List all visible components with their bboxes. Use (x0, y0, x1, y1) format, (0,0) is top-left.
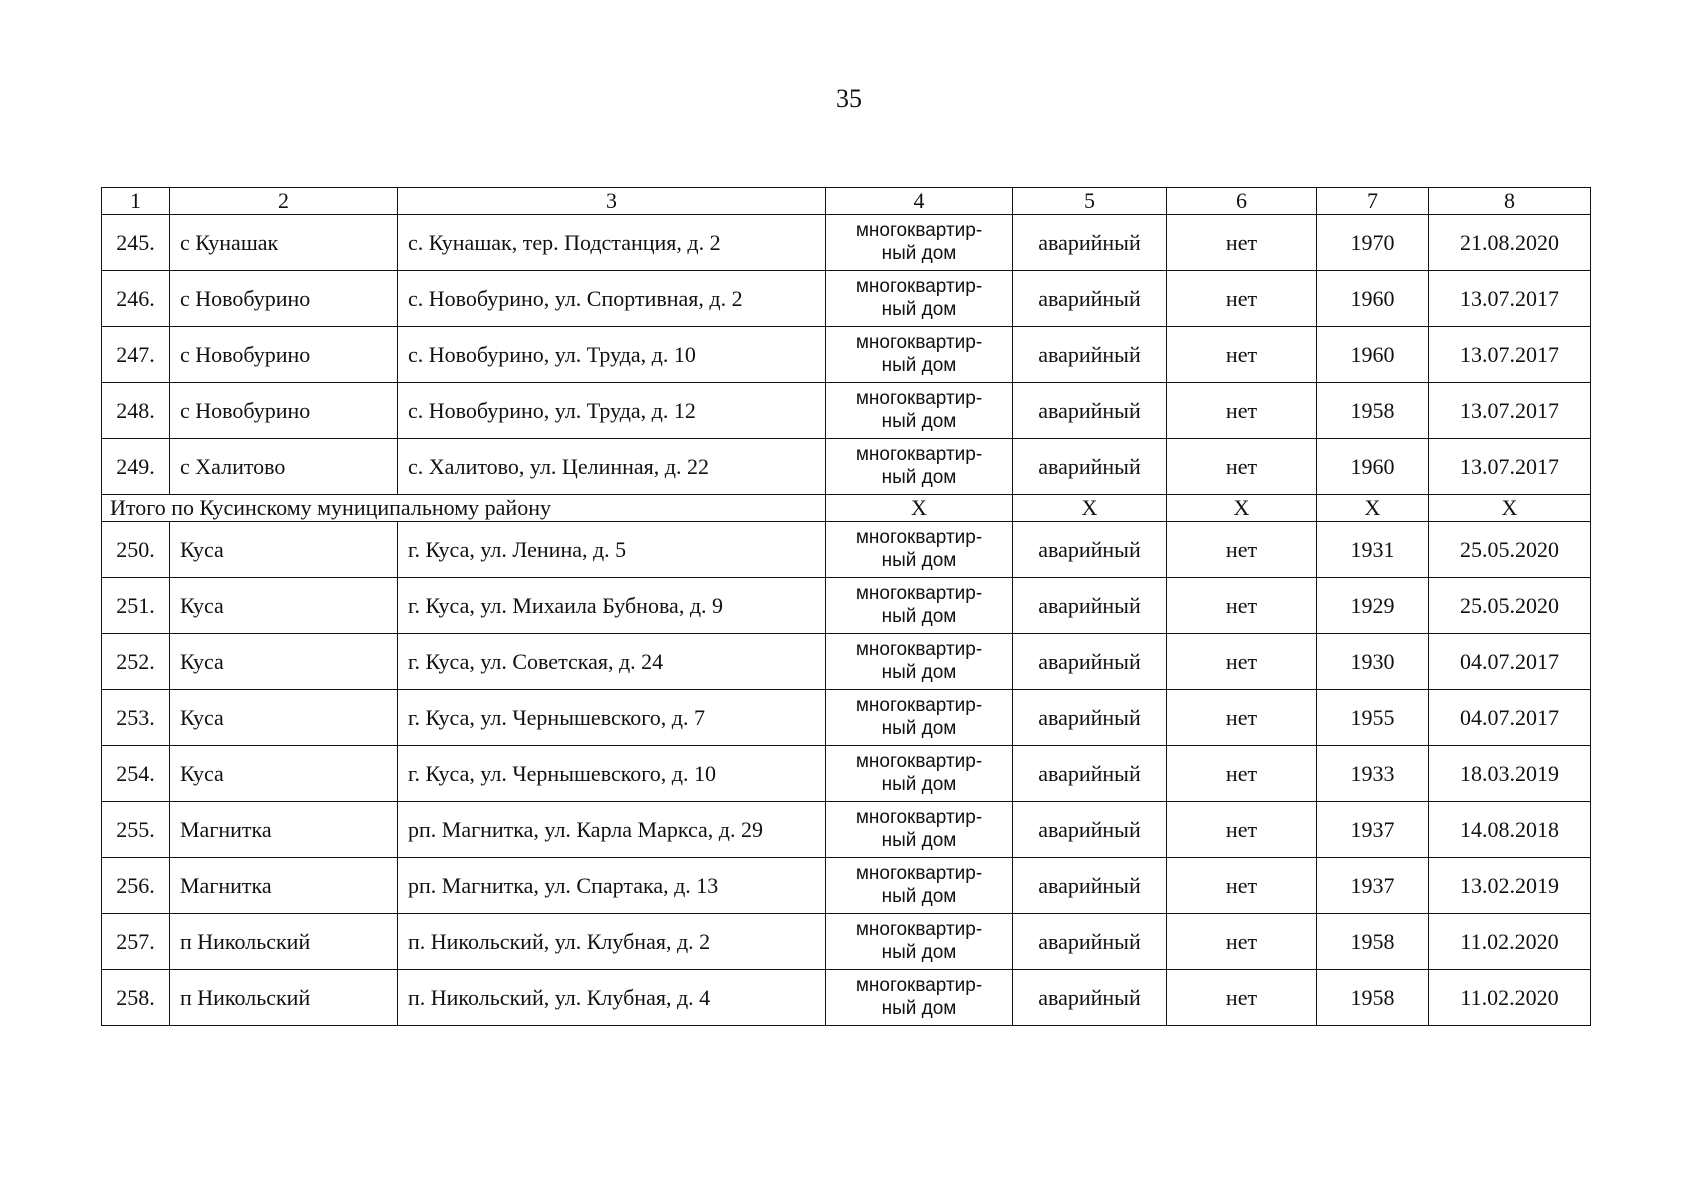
building-type-line: ный дом (881, 410, 957, 432)
address-cell: с. Кунашак, тер. Подстанция, д. 2 (398, 215, 826, 271)
column-number-header-row (102, 188, 1591, 215)
year-cell: 1930 (1317, 634, 1429, 690)
building-type-line: ный дом (881, 298, 957, 320)
building-type-line: ный дом (881, 941, 957, 963)
flag-cell: нет (1167, 215, 1317, 271)
column-header: 5 (1013, 188, 1167, 215)
flag-cell: нет (1167, 746, 1317, 802)
address-cell: с. Новобурино, ул. Труда, д. 10 (398, 327, 826, 383)
address-cell: г. Куса, ул. Чернышевского, д. 10 (398, 746, 826, 802)
building-type-line: ный дом (881, 829, 957, 851)
year-cell: 1958 (1317, 970, 1429, 1026)
condition-cell: аварийный (1013, 970, 1167, 1026)
table-row (102, 746, 1591, 802)
subtotal-mark-cell: X (1317, 495, 1429, 522)
flag-cell: нет (1167, 578, 1317, 634)
subtotal-label: Итого по Кусинскому муниципальному району (102, 495, 826, 522)
date-cell: 21.08.2020 (1429, 215, 1591, 271)
locality-cell: Куса (170, 578, 398, 634)
date-cell: 13.02.2019 (1429, 858, 1591, 914)
building-type-line: многоквартир- (855, 806, 983, 828)
building-type-cell (826, 215, 1013, 271)
date-cell: 14.08.2018 (1429, 802, 1591, 858)
building-type-cell (826, 522, 1013, 578)
flag-cell: нет (1167, 914, 1317, 970)
address-cell: г. Куса, ул. Ленина, д. 5 (398, 522, 826, 578)
building-type-line: многоквартир- (855, 694, 983, 716)
year-cell: 1955 (1317, 690, 1429, 746)
date-cell: 25.05.2020 (1429, 578, 1591, 634)
condition-cell: аварийный (1013, 578, 1167, 634)
flag-cell: нет (1167, 858, 1317, 914)
flag-cell: нет (1167, 522, 1317, 578)
table-row (102, 858, 1591, 914)
building-type-cell (826, 970, 1013, 1026)
building-type-line: ный дом (881, 549, 957, 571)
building-type-line: ный дом (881, 466, 957, 488)
locality-cell: Куса (170, 746, 398, 802)
building-type-line: многоквартир- (855, 331, 983, 353)
year-cell: 1960 (1317, 439, 1429, 495)
table-row (102, 522, 1591, 578)
date-cell: 13.07.2017 (1429, 383, 1591, 439)
row-number-cell: 251. (102, 578, 170, 634)
address-cell: рп. Магнитка, ул. Спартака, д. 13 (398, 858, 826, 914)
condition-cell: аварийный (1013, 327, 1167, 383)
row-number-cell: 253. (102, 690, 170, 746)
condition-cell: аварийный (1013, 271, 1167, 327)
locality-cell: Магнитка (170, 858, 398, 914)
subtotal-mark-cell: X (1429, 495, 1591, 522)
year-cell: 1958 (1317, 383, 1429, 439)
building-type-cell (826, 914, 1013, 970)
building-type-line: многоквартир- (855, 275, 983, 297)
address-cell: п. Никольский, ул. Клубная, д. 2 (398, 914, 826, 970)
column-header: 2 (170, 188, 398, 215)
address-cell: с. Новобурино, ул. Труда, д. 12 (398, 383, 826, 439)
date-cell: 11.02.2020 (1429, 970, 1591, 1026)
building-type-line: многоквартир- (855, 443, 983, 465)
date-cell: 13.07.2017 (1429, 439, 1591, 495)
building-type-line: ный дом (881, 661, 957, 683)
table-row (102, 439, 1591, 495)
building-type-cell (826, 690, 1013, 746)
locality-cell: п Никольский (170, 970, 398, 1026)
column-header: 7 (1317, 188, 1429, 215)
table-row (102, 383, 1591, 439)
flag-cell: нет (1167, 634, 1317, 690)
flag-cell: нет (1167, 271, 1317, 327)
table-row (102, 802, 1591, 858)
subtotal-row (102, 495, 1591, 522)
building-type-cell (826, 858, 1013, 914)
row-number-cell: 246. (102, 271, 170, 327)
year-cell: 1929 (1317, 578, 1429, 634)
flag-cell: нет (1167, 970, 1317, 1026)
locality-cell: с Новобурино (170, 271, 398, 327)
building-type-line: ный дом (881, 605, 957, 627)
emergency-housing-table (101, 187, 1591, 1026)
date-cell: 13.07.2017 (1429, 271, 1591, 327)
date-cell: 11.02.2020 (1429, 914, 1591, 970)
locality-cell: Куса (170, 690, 398, 746)
condition-cell: аварийный (1013, 634, 1167, 690)
address-cell: с. Халитово, ул. Целинная, д. 22 (398, 439, 826, 495)
flag-cell: нет (1167, 439, 1317, 495)
building-type-line: многоквартир- (855, 974, 983, 996)
table-row (102, 271, 1591, 327)
building-type-cell (826, 578, 1013, 634)
table-row (102, 327, 1591, 383)
building-type-line: многоквартир- (855, 219, 983, 241)
subtotal-mark-cell: X (1167, 495, 1317, 522)
year-cell: 1958 (1317, 914, 1429, 970)
locality-cell: Куса (170, 522, 398, 578)
year-cell: 1933 (1317, 746, 1429, 802)
table-row (102, 578, 1591, 634)
locality-cell: п Никольский (170, 914, 398, 970)
date-cell: 13.07.2017 (1429, 327, 1591, 383)
year-cell: 1960 (1317, 271, 1429, 327)
date-cell: 18.03.2019 (1429, 746, 1591, 802)
flag-cell: нет (1167, 383, 1317, 439)
column-header: 1 (102, 188, 170, 215)
locality-cell: с Новобурино (170, 383, 398, 439)
address-cell: г. Куса, ул. Михаила Бубнова, д. 9 (398, 578, 826, 634)
table-row (102, 634, 1591, 690)
building-type-cell (826, 327, 1013, 383)
building-type-line: ный дом (881, 717, 957, 739)
building-type-line: многоквартир- (855, 638, 983, 660)
building-type-line: ный дом (881, 773, 957, 795)
locality-cell: с Кунашак (170, 215, 398, 271)
page-number: 35 (836, 84, 862, 113)
table-row (102, 215, 1591, 271)
building-type-line: ный дом (881, 885, 957, 907)
locality-cell: Магнитка (170, 802, 398, 858)
row-number-cell: 256. (102, 858, 170, 914)
flag-cell: нет (1167, 802, 1317, 858)
row-number-cell: 252. (102, 634, 170, 690)
building-type-cell (826, 746, 1013, 802)
locality-cell: с Новобурино (170, 327, 398, 383)
year-cell: 1970 (1317, 215, 1429, 271)
building-type-line: ный дом (881, 354, 957, 376)
row-number-cell: 257. (102, 914, 170, 970)
subtotal-mark-cell: X (826, 495, 1013, 522)
building-type-line: ный дом (881, 242, 957, 264)
condition-cell: аварийный (1013, 383, 1167, 439)
row-number-cell: 250. (102, 522, 170, 578)
condition-cell: аварийный (1013, 522, 1167, 578)
building-type-cell (826, 271, 1013, 327)
address-cell: рп. Магнитка, ул. Карла Маркса, д. 29 (398, 802, 826, 858)
flag-cell: нет (1167, 327, 1317, 383)
address-cell: г. Куса, ул. Советская, д. 24 (398, 634, 826, 690)
address-cell: с. Новобурино, ул. Спортивная, д. 2 (398, 271, 826, 327)
condition-cell: аварийный (1013, 690, 1167, 746)
date-cell: 25.05.2020 (1429, 522, 1591, 578)
date-cell: 04.07.2017 (1429, 690, 1591, 746)
table-row (102, 690, 1591, 746)
year-cell: 1960 (1317, 327, 1429, 383)
year-cell: 1937 (1317, 802, 1429, 858)
building-type-cell (826, 634, 1013, 690)
condition-cell: аварийный (1013, 746, 1167, 802)
condition-cell: аварийный (1013, 802, 1167, 858)
year-cell: 1931 (1317, 522, 1429, 578)
row-number-cell: 254. (102, 746, 170, 802)
column-header: 3 (398, 188, 826, 215)
building-type-line: многоквартир- (855, 582, 983, 604)
building-type-line: многоквартир- (855, 387, 983, 409)
building-type-line: многоквартир- (855, 526, 983, 548)
building-type-cell (826, 383, 1013, 439)
address-cell: п. Никольский, ул. Клубная, д. 4 (398, 970, 826, 1026)
building-type-cell (826, 802, 1013, 858)
building-type-line: ный дом (881, 997, 957, 1019)
row-number-cell: 248. (102, 383, 170, 439)
row-number-cell: 245. (102, 215, 170, 271)
building-type-cell (826, 439, 1013, 495)
building-type-line: многоквартир- (855, 862, 983, 884)
condition-cell: аварийный (1013, 858, 1167, 914)
row-number-cell: 255. (102, 802, 170, 858)
building-type-line: многоквартир- (855, 918, 983, 940)
column-header: 6 (1167, 188, 1317, 215)
subtotal-mark-cell: X (1013, 495, 1167, 522)
row-number-cell: 247. (102, 327, 170, 383)
address-cell: г. Куса, ул. Чернышевского, д. 7 (398, 690, 826, 746)
condition-cell: аварийный (1013, 439, 1167, 495)
building-type-line: многоквартир- (855, 750, 983, 772)
locality-cell: Куса (170, 634, 398, 690)
column-header: 8 (1429, 188, 1591, 215)
condition-cell: аварийный (1013, 215, 1167, 271)
flag-cell: нет (1167, 690, 1317, 746)
row-number-cell: 249. (102, 439, 170, 495)
condition-cell: аварийный (1013, 914, 1167, 970)
table-row (102, 914, 1591, 970)
table-row (102, 970, 1591, 1026)
year-cell: 1937 (1317, 858, 1429, 914)
row-number-cell: 258. (102, 970, 170, 1026)
locality-cell: с Халитово (170, 439, 398, 495)
column-header: 4 (826, 188, 1013, 215)
date-cell: 04.07.2017 (1429, 634, 1591, 690)
